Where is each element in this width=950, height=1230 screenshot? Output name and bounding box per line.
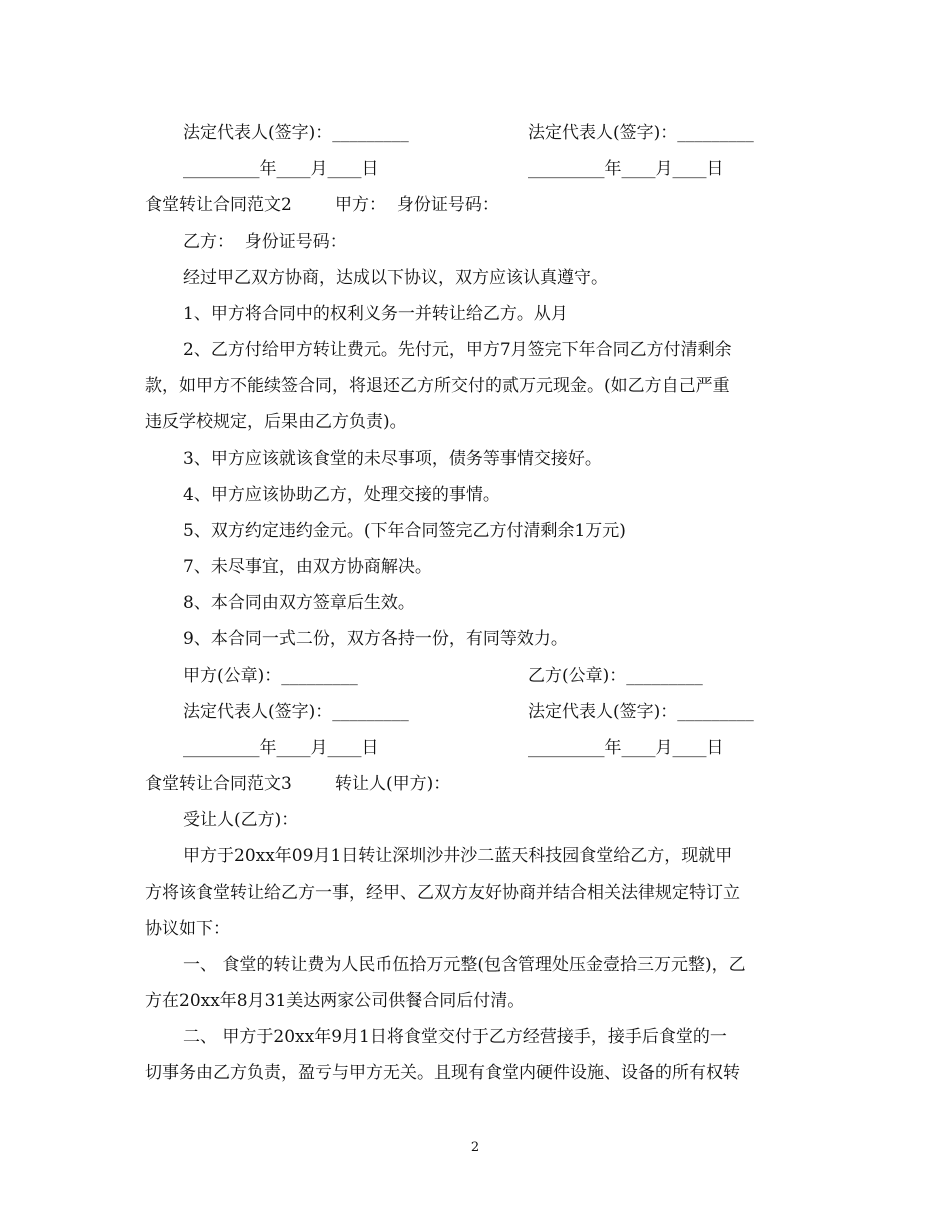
text-line: 9、本合同一式二份，双方各持一份，有同等效力。 xyxy=(183,629,568,649)
date-left: _________年____月____日 xyxy=(183,159,379,179)
signature-left: 法定代表人(签字)：_________ xyxy=(183,123,409,143)
date-left: _________年____月____日 xyxy=(183,738,379,758)
text-line: 违反学校规定，后果由乙方负责)。 xyxy=(145,412,407,432)
date-right: _________年____月____日 xyxy=(528,738,724,758)
text-line: 3、甲方应该就该食堂的未尽事项，债务等事情交接好。 xyxy=(183,449,602,469)
text-line: 方将该食堂转让给乙方一事，经甲、乙双方友好协商并结合相关法律规定特订立 xyxy=(145,883,740,903)
seal-right: 乙方(公章)：_________ xyxy=(528,666,703,686)
text-line: 受让人(乙方)： xyxy=(183,810,299,830)
text-line xyxy=(0,115,950,151)
text-line xyxy=(0,730,950,766)
signature-right: 法定代表人(签字)：_________ xyxy=(528,123,754,143)
text-line xyxy=(0,151,950,187)
date-right: _________年____月____日 xyxy=(528,159,724,179)
text-line: 甲方于20xx年09月1日转让深圳沙井沙二蓝天科技园食堂给乙方，现就甲 xyxy=(183,846,733,866)
signature-left: 法定代表人(签字)：_________ xyxy=(183,702,409,722)
text-line: 款，如甲方不能续签合同，将退还乙方所交付的贰万元现金。(如乙方自己严重 xyxy=(145,376,730,396)
text-line: 7、未尽事宜，由双方协商解决。 xyxy=(183,557,432,577)
text-line xyxy=(0,694,950,730)
text-line: 4、甲方应该协助乙方，处理交接的事情。 xyxy=(183,485,500,505)
text-line: 经过甲乙双方协商，达成以下协议，双方应该认真遵守。 xyxy=(183,268,608,288)
signature-right: 法定代表人(签字)：_________ xyxy=(528,702,754,722)
text-line: 1、甲方将合同中的权利义务一并转让给乙方。从月 xyxy=(183,304,568,324)
text-line: 2、乙方付给甲方转让费元。先付元，甲方7月签完下年合同乙方付清剩余 xyxy=(183,340,732,360)
section-heading: 食堂转让合同范文2 甲方： 身份证号码： xyxy=(145,195,499,215)
text-line: 5、双方约定违约金元。(下年合同签完乙方付清剩余1万元) xyxy=(183,521,626,541)
text-line: 切事务由乙方负责，盈亏与甲方无关。且现有食堂内硬件设施、设备的所有权转 xyxy=(145,1063,740,1083)
text-line: 协议如下： xyxy=(145,919,230,939)
text-line: 一、 食堂的转让费为人民币伍拾万元整(包含管理处压金壹拾三万元整)，乙 xyxy=(183,955,746,975)
text-line: 乙方： 身份证号码： xyxy=(183,232,347,252)
section-heading: 食堂转让合同范文3 转让人(甲方)： xyxy=(145,774,451,794)
seal-left: 甲方(公章)：_________ xyxy=(183,666,358,686)
text-line: 二、 甲方于20xx年9月1日将食堂交付于乙方经营接手，接手后食堂的一 xyxy=(183,1027,727,1047)
text-line: 8、本合同由双方签章后生效。 xyxy=(183,593,415,613)
text-line: 方在20xx年8月31美达两家公司供餐合同后付清。 xyxy=(145,991,525,1011)
text-line xyxy=(0,658,950,694)
page-number: 2 xyxy=(470,1140,480,1155)
